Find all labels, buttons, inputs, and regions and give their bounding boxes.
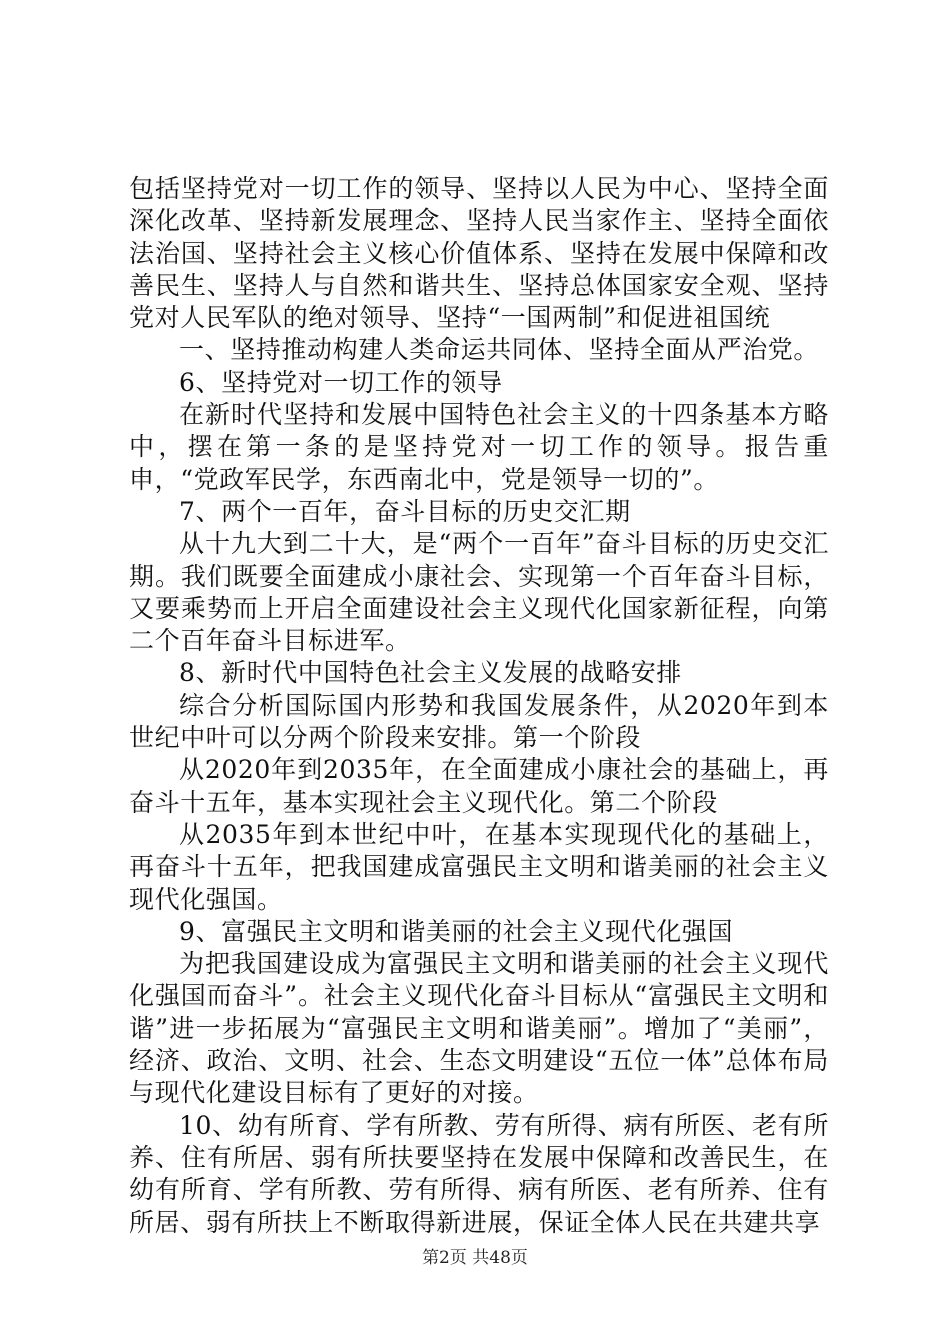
paragraph-10: 10、幼有所育、学有所教、劳有所得、病有所医、老有所养、住有所居、弱有所扶要坚持在发展中保障和改善民生，在幼有所育、学有所教、劳有所得、病有所医、老有所养、住有所居、弱有所扶上不断取得新进展，保证全体人民在共建共享 (129, 1110, 829, 1237)
paragraph-1: 包括坚持党对一切工作的领导、坚持以人民为中心、坚持全面深化改革、坚持新发展理念、坚持人民当家作主、坚持全面依法治国、坚持社会主义核心价值体系、坚持在发展中保障和改善民生、坚持人与自然和谐共生、坚持总体国家安全观、坚持党对人民军队的绝对领导、坚持“一国两制”和促进祖国统 (129, 174, 829, 333)
paragraph-2: 一、坚持推动构建人类命运共同体、坚持全面从严治党。 (179, 335, 820, 365)
heading-7: 7、两个一百年，奋斗目标的历史交汇期 (179, 496, 631, 526)
document-body (129, 173, 829, 1239)
heading-8: 8、新时代中国特色社会主义发展的战略安排 (179, 658, 682, 688)
paragraph-8-body-1: 综合分析国际国内形势和我国发展条件，从2020年到本世纪中叶可以分两个阶段来安排。第一个阶段 (129, 690, 829, 753)
page-number-footer: 第2页 共48页 (422, 1248, 528, 1268)
paragraph-8-body-2: 从2020年到2035年，在全面建成小康社会的基础上，再奋斗十五年，基本实现社会主义现代化。第二个阶段 (129, 755, 829, 817)
heading-6: 6、坚持党对一切工作的领导 (179, 367, 503, 397)
paragraph-8-body-3: 从2035年到本世纪中叶，在基本实现现代化的基础上，再奋斗十五年，把我国建成富强民主文明和谐美丽的社会主义现代化强国。 (129, 819, 829, 914)
paragraph-7-body: 从十九大到二十大，是“两个一百年”奋斗目标的历史交汇期。我们既要全面建成小康社会、实现第一个百年奋斗目标，又要乘势而上开启全面建设社会主义现代化国家新征程，向第二个百年奋斗目标进军。 (129, 529, 829, 656)
paragraph-6-body: 在新时代坚持和发展中国特色社会主义的十四条基本方略中，摆在第一条的是坚持党对一切工作的领导。报告重申，“党政军民学，东西南北中，党是领导一切的”。 (129, 400, 829, 494)
paragraph-9-body: 为把我国建设成为富强民主文明和谐美丽的社会主义现代化强国而奋斗”。社会主义现代化奋斗目标从“富强民主文明和谐”进一步拓展为“富强民主文明和谐美丽”。增加了“美丽”，经济、政治、文明、社会、生态文明建设“五位一体”总体布局与现代化建设目标有了更好的对接。 (129, 949, 829, 1108)
heading-9: 9、富强民主文明和谐美丽的社会主义现代化强国 (179, 916, 734, 946)
